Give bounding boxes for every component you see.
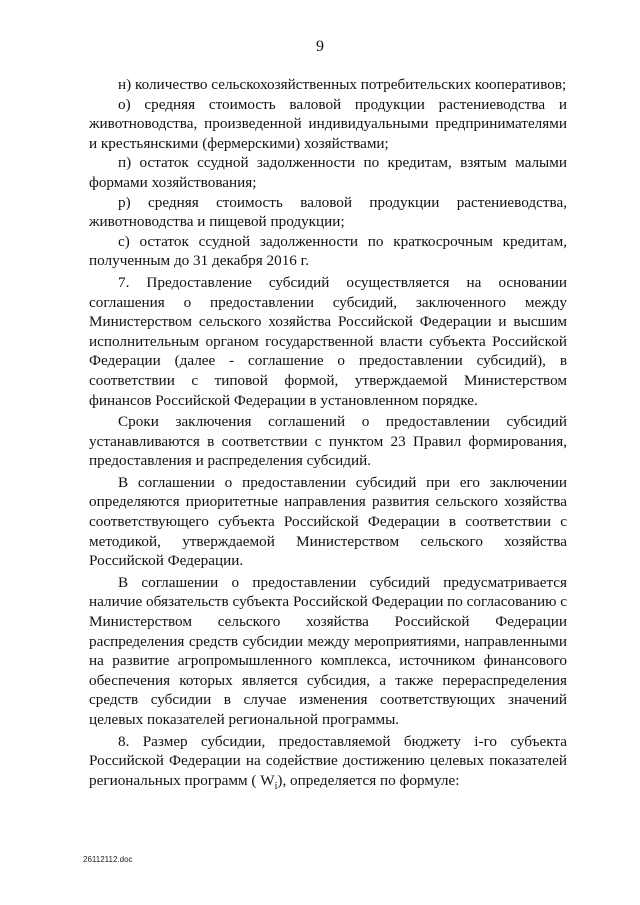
paragraph-clause-7: 7. Предоставление субсидий осуществляется на основании соглашения о предоставлении субсидий, заключенного между Министерством сельского хозяйства Российской Федерации и высшим исполнительным органом государственной власти субъекта Российской Федерации (далее - соглашение о предоставлении субсидий), в соответствии с типовой формой, утверждаемой Министерством финансов Российской Федерации в установленном порядке. <box>89 273 567 409</box>
paragraph-agreement-terms: Сроки заключения соглашений о предоставлении субсидий устанавливаются в соответствии с пунктом 23 Правил формирования, предоставления и распределения субсидий. <box>89 413 567 470</box>
page-number: 9 <box>316 38 324 55</box>
document-file-code: 26112112.doc <box>83 855 133 864</box>
paragraph-item-p: п) остаток ссудной задолженности по кредитам, взятым малыми формами хозяйствования; <box>89 154 567 191</box>
paragraph-priority-directions: В соглашении о предоставлении субсидий при его заключении определяются приоритетные направления развития сельского хозяйства соответствующего субъекта Российской Федерации в соответствии с методикой, утверждаемой Министерством сельского хозяйства Российской Федерации. <box>89 473 567 570</box>
clause-8-text-after: ), определяется по формуле: <box>277 771 460 789</box>
paragraph-item-n: н) количество сельскохозяйственных потребительских кооперативов; <box>118 76 567 93</box>
formula-symbol: $W_i$ <box>260 771 278 792</box>
paragraph-item-s: с) остаток ссудной задолженности по краткосрочным кредитам, полученным до 31 декабря 2016 г. <box>89 232 567 270</box>
formula-subscript: i <box>274 780 278 792</box>
paragraph-item-r: р) средняя стоимость валовой продукции растениеводства, животноводства и пищевой продукции; <box>89 193 567 231</box>
paragraph-clause-8 <box>89 732 567 791</box>
document-body <box>89 75 567 790</box>
paragraph-obligations: В соглашении о предоставлении субсидий предусматривается наличие обязательств субъекта Российской Федерации по согласованию с Министерством сельского хозяйства Российской Федерации распределения средств субсидии между мероприятиями, направленными на развитие агропромышленного комплекса, источником финансового обеспечения которых является субсидия, а также перераспределения средств субсидии в случае изменения соответствующих значений целевых показателей региональной программы. <box>89 573 567 728</box>
clause-8-text-before: 8. Размер субсидии, предоставляемой бюджету i-го субъекта Российской Федерации на содействие достижению целевых показателей региональных программ ( <box>89 732 567 789</box>
paragraph-item-o: о) средняя стоимость валовой продукции растениеводства и животноводства, произведенной индивидуальными предпринимателями и крестьянскими (фермерскими) хозяйствами; <box>89 95 567 152</box>
